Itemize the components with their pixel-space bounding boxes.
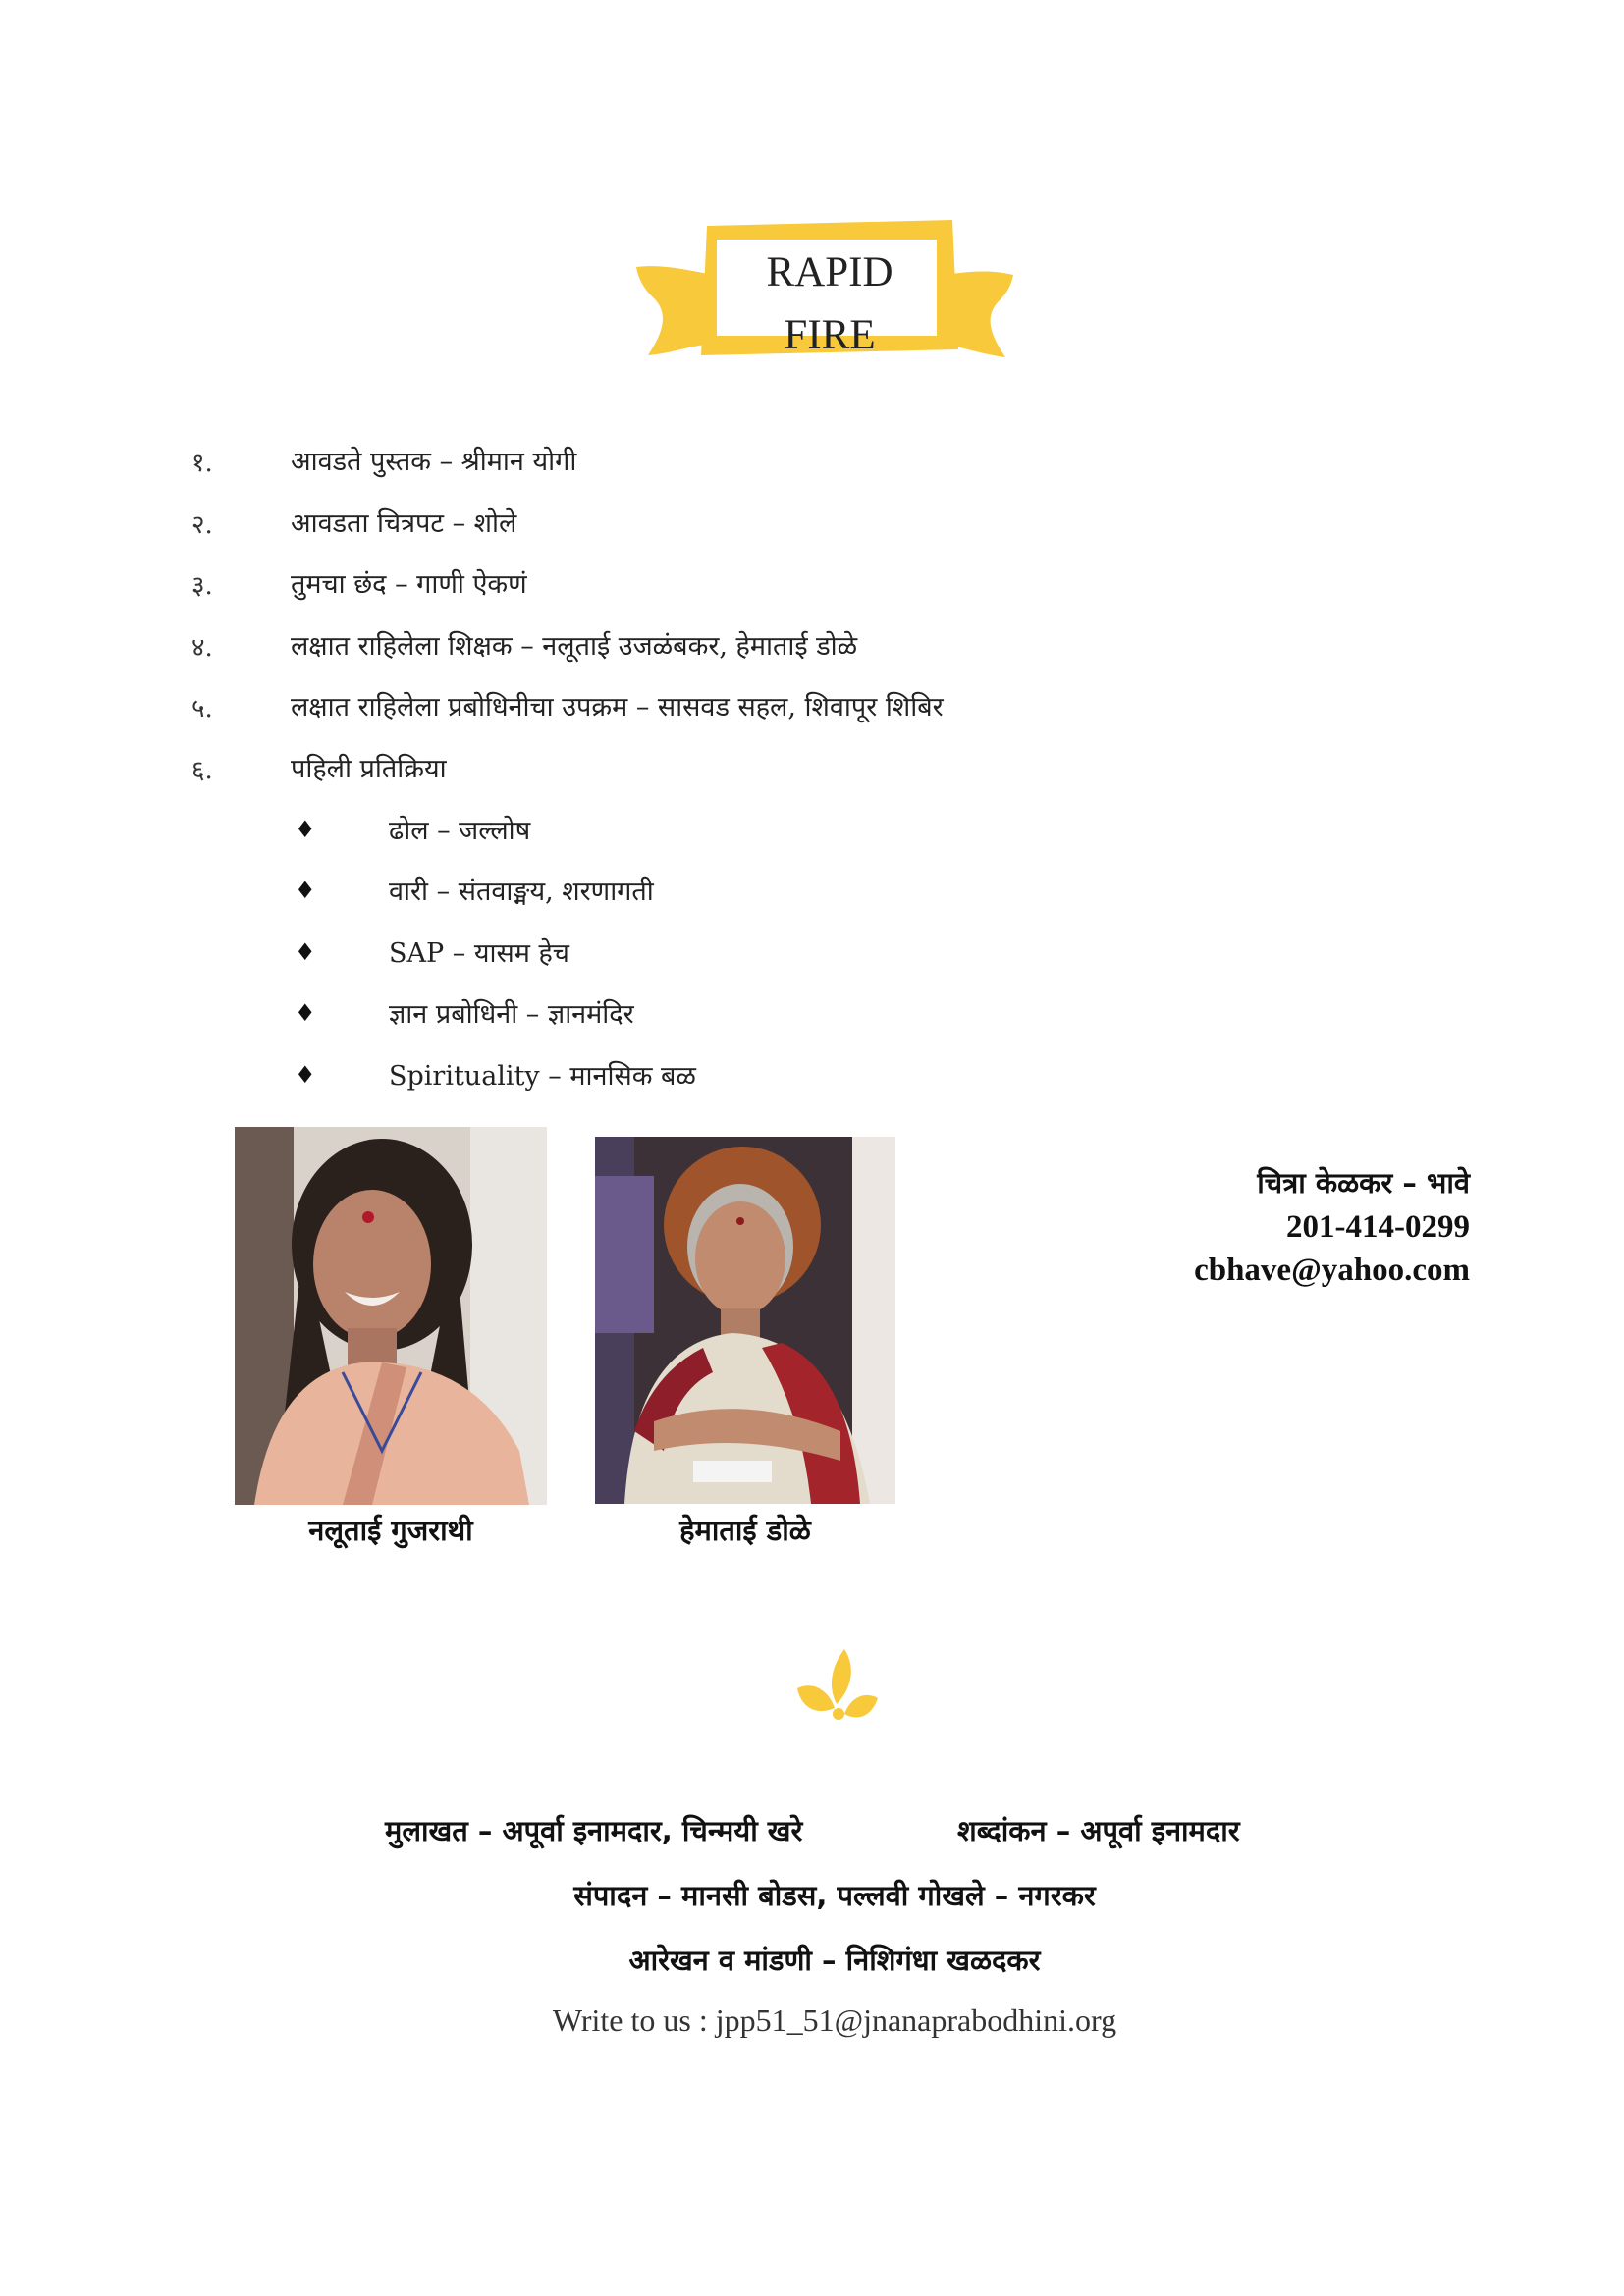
list-number: ५. <box>191 694 213 723</box>
diamond-bullet-icon: ♦ <box>295 816 316 843</box>
list-item: तुमचा छंद – गाणी ऐकणं <box>291 569 527 600</box>
list-number: ६. <box>191 756 213 785</box>
diamond-bullet-icon: ♦ <box>295 1061 316 1089</box>
reaction-item: वारी – संतवाङ्मय, शरणागती <box>389 877 654 907</box>
list-item: आवडता चित्रपट – शोले <box>291 508 517 539</box>
photo-caption: नलूताई गुजराथी <box>308 1514 473 1547</box>
reaction-item: SAP – यासम हेच <box>389 938 569 969</box>
photo-caption: हेमाताई डोळे <box>679 1514 811 1547</box>
reaction-item: ज्ञान प्रबोधिनी – ज्ञानमंदिर <box>389 999 634 1030</box>
write-to-us-link[interactable]: Write to us : jpp51_51@jnanaprabodhini.org <box>552 2002 1117 2038</box>
page-title: RAPID FIRE <box>766 249 893 358</box>
credit-design: आरेखन व मांडणी – निशिगंधा खळदकर <box>628 1944 1041 1977</box>
credit-interview: मुलाखत – अपूर्वा इनामदार, चिन्मयी खरे <box>385 1814 803 1847</box>
author-name: चित्रा केळकर – भावे <box>1257 1166 1470 1200</box>
list-number: १. <box>191 449 213 478</box>
list-item: लक्षात राहिलेला शिक्षक – नलूताई उजळंबकर, हेमाताई डोळे <box>291 631 858 662</box>
list-item: आवडते पुस्तक – श्रीमान योगी <box>291 447 577 477</box>
list-item: लक्षात राहिलेला प्रबोधिनीचा उपक्रम – सासवड सहल, शिवापूर शिबिर <box>291 692 944 722</box>
portrait-photo <box>595 1137 895 1504</box>
reaction-item: Spirituality – मानसिक बळ <box>389 1061 696 1092</box>
author-phone: 201-414-0299 <box>1286 1209 1470 1245</box>
credit-editing: संपादन – मानसी बोडस, पल्लवी गोखले – नगरकर <box>573 1879 1096 1912</box>
reaction-item: ढोल – जल्लोष <box>389 816 531 846</box>
portrait-photo <box>235 1127 547 1505</box>
diamond-bullet-icon: ♦ <box>295 938 316 966</box>
diamond-bullet-icon: ♦ <box>295 877 316 904</box>
author-email[interactable]: cbhave@yahoo.com <box>1194 1253 1470 1288</box>
list-number: ३. <box>191 571 213 601</box>
list-number: २. <box>191 510 213 540</box>
list-number: ४. <box>191 633 213 663</box>
list-item: पहिली प्रतिक्रिया <box>291 754 447 784</box>
diamond-bullet-icon: ♦ <box>295 999 316 1027</box>
leaf-flourish-icon <box>793 1645 882 1739</box>
credit-writing: शब्दांकन – अपूर्वा इनामदार <box>957 1814 1240 1847</box>
